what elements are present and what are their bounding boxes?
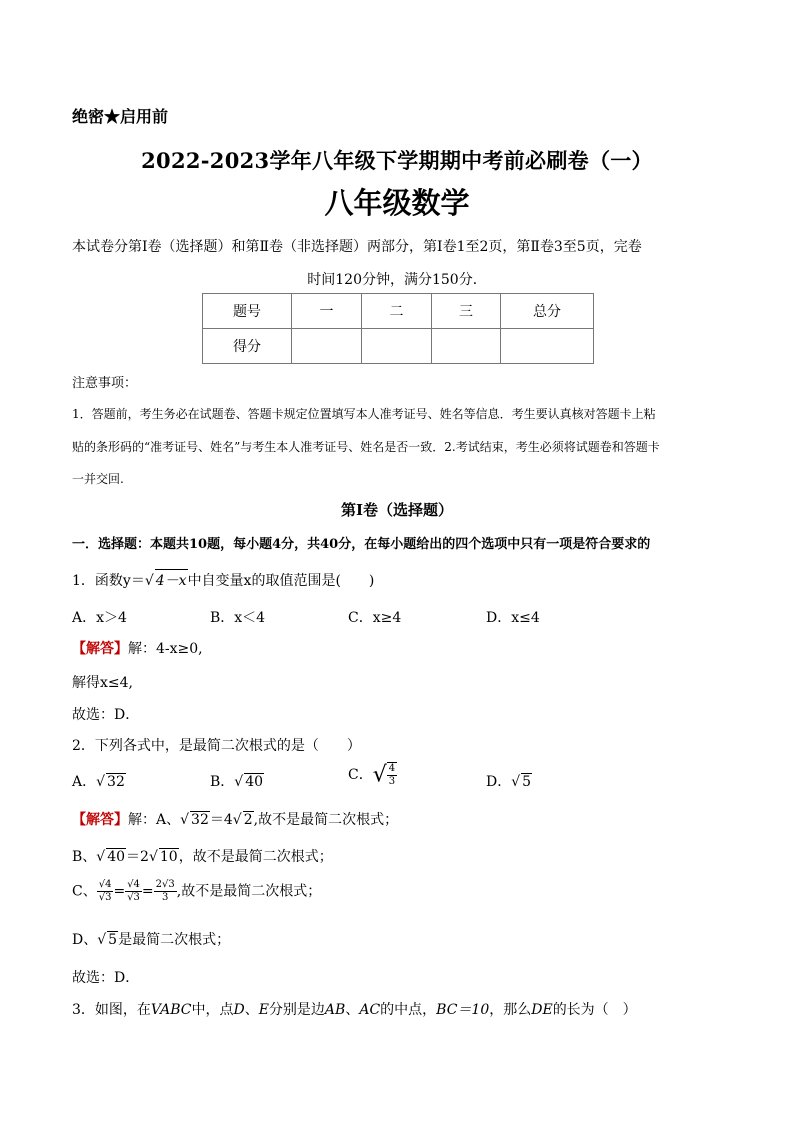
q2-solution-b-post: ，故不是最简二次根式；: [178, 849, 333, 865]
radicand: 5: [108, 932, 118, 948]
equals-part: ＝4: [209, 812, 233, 828]
notice-line-2: 贴的条形码的“准考证号、姓名”与考生本人准考证号、姓名是否一致．2.考试结束，考生必须将试题卷和答题卡: [72, 440, 660, 454]
section-description: 一．选择题：本题共10题，每小题4分，共40分，在每小题给出的四个选项中只有一项是符合要求的: [72, 537, 651, 552]
q2-option-d-radicand: 5: [522, 774, 532, 790]
score-table-score-row: [203, 329, 594, 364]
q2-solution-c: [72, 879, 321, 904]
q2-option-b-label: B．: [210, 774, 235, 790]
sqrt-icon: √: [232, 812, 242, 828]
q3-math: DE: [531, 1002, 553, 1018]
q3-math: AB: [324, 1002, 346, 1018]
sqrt-icon: √: [96, 849, 106, 865]
q1-option-d: D．x≤4: [486, 610, 540, 626]
q1-option-b: B．x＜4: [210, 610, 266, 626]
score-cell: [501, 329, 594, 364]
q3-math: AC: [359, 1002, 381, 1018]
q3-text: ，那么: [489, 1002, 532, 1018]
q3-text: 的中点，: [380, 1002, 437, 1018]
q2-solution-d-pre: D、: [72, 932, 98, 948]
fraction-numerator: √4: [127, 879, 140, 890]
sqrt-icon: √: [148, 849, 158, 865]
q3-math: E: [258, 1002, 269, 1018]
q3-math: D: [233, 1002, 245, 1018]
equals-sign: =: [113, 883, 126, 900]
q2-option-c: [348, 762, 397, 788]
sqrt-icon: √: [234, 774, 244, 790]
fraction-numerator: 2√3: [155, 879, 175, 890]
notice-line-3: 一并交回.: [72, 472, 124, 486]
q1-prefix: 1．函数y＝: [72, 573, 145, 589]
q3-text: 分别是边: [268, 1002, 325, 1018]
score-cell: [362, 329, 432, 364]
q2-solution-b-pre: B、: [72, 849, 97, 865]
q2-option-a: [72, 771, 126, 791]
radicand: 40: [107, 849, 126, 865]
radicand: 32: [191, 812, 209, 828]
exam-title: 2022-2023学年八年级下学期期中考前必刷卷（一）: [141, 148, 653, 173]
q2-solution-c-pre: C、: [72, 883, 97, 900]
q2-option-d: [486, 771, 532, 791]
q2-solution-a-post: ,故不是最简二次根式；: [253, 812, 399, 828]
q2-solution-d: [72, 929, 230, 949]
question-2-stem: 2．下列各式中，是最简二次根式的是（ ）: [72, 738, 361, 754]
notice-line-1: 1．答题前，考生务必在试题卷、答题卡规定位置填写本人准考证号、姓名等信息．考生要认真核对答题卡上粘: [72, 407, 656, 421]
q2-solution-c-post: ,故不是最简二次根式；: [176, 883, 322, 900]
confidential-label: 绝密★启用前: [72, 107, 169, 126]
sqrt-icon: √: [144, 573, 154, 589]
score-cell: 二: [362, 294, 432, 329]
section-title: 第Ⅰ卷（选择题）: [340, 501, 454, 519]
q2-solution-c-fraction-2: [125, 879, 142, 904]
sqrt-icon: √: [511, 774, 521, 790]
subject-title: 八年级数学: [324, 186, 470, 220]
q2-solution-c-fraction-3: [154, 879, 177, 904]
q1-option-c: C．x≥4: [348, 610, 402, 626]
q3-text: 中，点: [191, 1002, 234, 1018]
q2-solution-c-fraction-1: [97, 879, 114, 904]
fraction-numerator: 4: [388, 763, 396, 774]
score-cell: 总分: [501, 294, 594, 329]
radicand: 2: [243, 812, 253, 828]
q2-solution-d-post: 是最简二次根式；: [118, 932, 231, 948]
fraction-denominator: 3: [162, 892, 169, 903]
score-cell: 三: [432, 294, 501, 329]
intro-line-1: 本试卷分第Ⅰ卷（选择题）和第Ⅱ卷（非选择题）两部分，第Ⅰ卷1至2页，第Ⅱ卷3至5页，完卷: [72, 239, 642, 255]
equals-part: ＝2: [126, 849, 149, 865]
q2-solution-b: [72, 846, 333, 866]
q3-text: 的长为（ ）: [552, 1002, 637, 1018]
q1-answer-text: 解：4-x≥0,: [128, 641, 203, 657]
fraction-numerator: √4: [98, 879, 112, 890]
sqrt-icon: √: [97, 932, 107, 948]
q3-text: 、: [244, 1002, 259, 1018]
q1-option-a: A．x＞4: [72, 610, 127, 626]
q1-answer-line-3: 故选：D．: [72, 707, 140, 723]
q2-option-b: [210, 771, 264, 791]
notice-title: 注意事项：: [72, 376, 138, 391]
q1-suffix: 中自变量x的取值范围是( ): [187, 573, 375, 589]
q2-option-a-label: A．: [72, 774, 97, 790]
score-table-header-row: [203, 294, 594, 329]
sqrt-icon: √: [372, 762, 387, 788]
score-cell: [432, 329, 501, 364]
sqrt-icon: √: [180, 812, 190, 828]
question-3-stem: [72, 999, 637, 1019]
intro-line-2: 时间120分钟，满分150分．: [307, 272, 487, 288]
equals-sign: =: [141, 883, 154, 900]
fraction-denominator: √3: [127, 892, 140, 903]
q2-solution-a-pre: 解：A、: [128, 812, 181, 828]
q3-text: 、: [345, 1002, 360, 1018]
sqrt-icon: √: [96, 774, 106, 790]
score-cell: [292, 329, 362, 364]
radicand: 10: [159, 849, 178, 865]
q1-radicand: 4－x: [155, 569, 188, 590]
question-1-stem: [72, 569, 374, 590]
q3-text: 3．如图，在: [72, 1002, 151, 1018]
score-cell: 一: [292, 294, 362, 329]
q3-math: BC＝10: [436, 1002, 490, 1018]
fraction-denominator: √3: [98, 892, 112, 903]
q2-option-d-label: D．: [486, 774, 512, 790]
q1-answer-line-1: [72, 638, 203, 658]
answer-tag: 【解答】: [72, 641, 128, 657]
q3-math: VABC: [150, 1002, 192, 1018]
q2-option-c-label: C．: [348, 767, 373, 783]
q2-option-c-fraction: [387, 762, 397, 788]
q1-answer-line-2: 解得x≤4,: [72, 675, 133, 691]
answer-tag: 【解答】: [72, 812, 128, 828]
q2-conclusion: 故选：D．: [72, 970, 140, 986]
fraction-denominator: 3: [388, 776, 396, 787]
score-cell: 题号: [203, 294, 292, 329]
q2-option-a-radicand: 32: [107, 774, 125, 790]
q2-option-b-radicand: 40: [245, 774, 264, 790]
score-table: [202, 293, 594, 364]
score-cell: 得分: [203, 329, 292, 364]
q2-solution-a: [72, 809, 398, 829]
